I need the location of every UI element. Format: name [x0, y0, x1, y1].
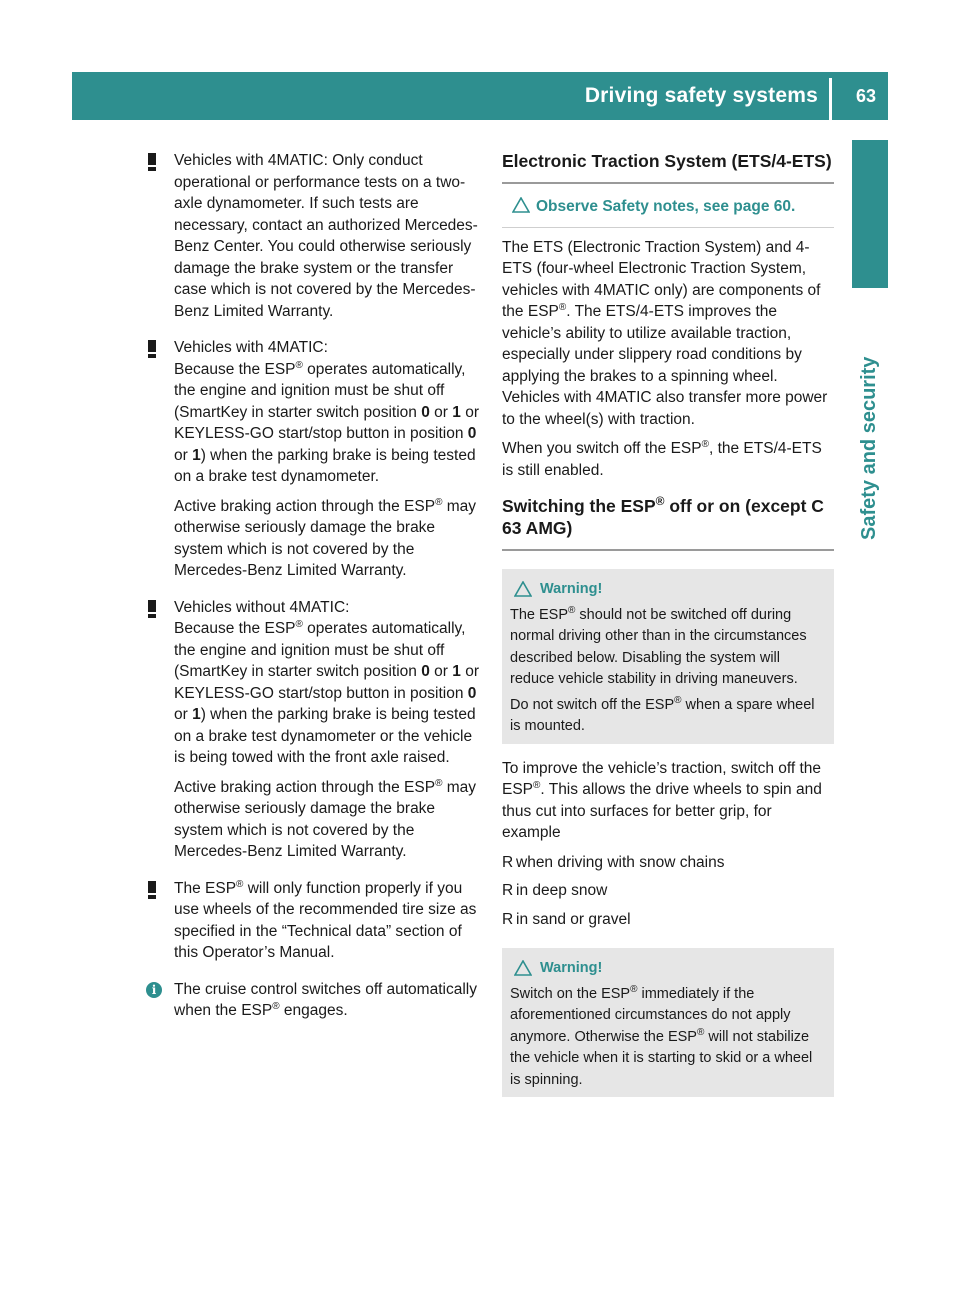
warning-box-2 [502, 948, 834, 1097]
ets-paragraph: When you switch off the ESP®, the ETS/4-ETS is still enabled. [502, 438, 822, 479]
caution-note-1 [146, 150, 482, 322]
left-column [146, 150, 482, 1037]
header-divider [829, 78, 832, 120]
warning-paragraph: Do not switch off the ESP® when a spare wheel is mounted. [510, 694, 815, 734]
warning-paragraph: The ESP® should not be switched off during normal driving other than in the circumstances described below. Disabling the system will reduce vehicle stability in driving maneuvers. [510, 604, 807, 687]
list-item: R when driving with snow chains [502, 852, 834, 874]
traction-paragraph: To improve the vehicle’s traction, switch off the ESP®. This allows the drive wheels to spin and thus cut into surfaces for better grip, for example [502, 759, 822, 841]
note-heading: Vehicles with 4MATIC: [174, 339, 328, 356]
exclamation-icon [146, 339, 157, 357]
list-item: R in deep snow [502, 880, 834, 902]
bullet-marker: R [502, 853, 514, 871]
note-text: Vehicles with 4MATIC: Only conduct operational or performance tests on a two-axle dynamometer. If such tests are necessary, contact an authorized Mercedes-Benz Center. You could otherwise seriously damage the brake system or the transfer case which is not covered by the Mercedes-Benz Limited Warranty. [174, 152, 478, 320]
note-text: The cruise control switches off automatically when the ESP® engages. [174, 980, 477, 1019]
bullet-marker: R [502, 910, 514, 928]
warning-box-1 [502, 569, 834, 744]
page-number: 63 [855, 86, 876, 106]
warning-paragraph: Switch on the ESP® immediately if the aforementioned circumstances do not apply anymore. Otherwise the ESP® will not stabilize the vehicle when it is starting to skid or a wheel is spinning. [510, 983, 813, 1088]
header-title: Driving safety systems [584, 84, 818, 107]
warning-triangle-icon [512, 197, 530, 213]
right-column [502, 150, 834, 1111]
warning-heading: Warning! [510, 958, 826, 980]
page-header-bar [72, 72, 888, 120]
caution-note-2 [146, 337, 482, 582]
caution-note-4 [146, 878, 482, 964]
info-note [146, 979, 482, 1022]
note-text: The ESP® will only function properly if you use wheels of the recommended tire size as specified in the “Technical data” section of this Operator’s Manual. [174, 878, 477, 961]
ets-paragraph: The ETS (Electronic Traction System) and 4-ETS (four-wheel Electronic Traction System, vehicles with 4MATIC only) are components of the ESP®. The ETS/4-ETS improves the vehicle’s ability to utilize available traction, especially under slippery road conditions by applying the brakes to a spinning wheel. Vehicles with 4MATIC also transfer more power to the wheel(s) with traction. [502, 238, 828, 428]
list-item: R in sand or gravel [502, 909, 834, 931]
exclamation-icon [146, 880, 157, 898]
info-icon: i [146, 982, 162, 998]
warning-heading: Warning! [510, 579, 826, 601]
exclamation-icon [146, 599, 157, 617]
warning-triangle-icon [514, 960, 532, 976]
note-paragraph: Active braking action through the ESP® may otherwise seriously damage the brake system which is not covered by the Mercedes-Benz Limited Warranty. [174, 496, 477, 579]
exclamation-icon [146, 152, 157, 170]
section-title-ets: Electronic Traction System (ETS/4-ETS) [502, 150, 834, 184]
note-heading: Vehicles without 4MATIC: [174, 598, 350, 616]
safety-reference: Observe Safety notes, see page 60. [502, 196, 834, 228]
caution-note-3 [146, 597, 482, 863]
bullet-marker: R [502, 882, 514, 899]
note-paragraph: Because the ESP® operates automatically, the engine and ignition must be shut off (SmartKey in starter switch position 0 or 1 or KEYLESS-GO start/stop button in position 0 or 1) when the parking brake is being tested on a brake test dynamometer or the vehicle is being towed with the front axle raised. [174, 618, 479, 766]
warning-triangle-icon [514, 581, 532, 597]
note-paragraph: Because the ESP® operates automatically, the engine and ignition must be shut off (SmartKey in starter switch position 0 or 1 or KEYLESS-GO start/stop button in position 0 or 1) when the parking brake is being tested on a brake test dynamometer. [174, 359, 479, 485]
note-paragraph: Active braking action through the ESP® may otherwise seriously damage the brake system which is not covered by the Mercedes-Benz Limited Warranty. [174, 777, 477, 860]
section-title-switch-esp: Switching the ESP® off or on (except C 63 AMG) [502, 495, 834, 551]
chapter-label: Safety and security [858, 356, 880, 540]
chapter-tab [852, 140, 888, 288]
